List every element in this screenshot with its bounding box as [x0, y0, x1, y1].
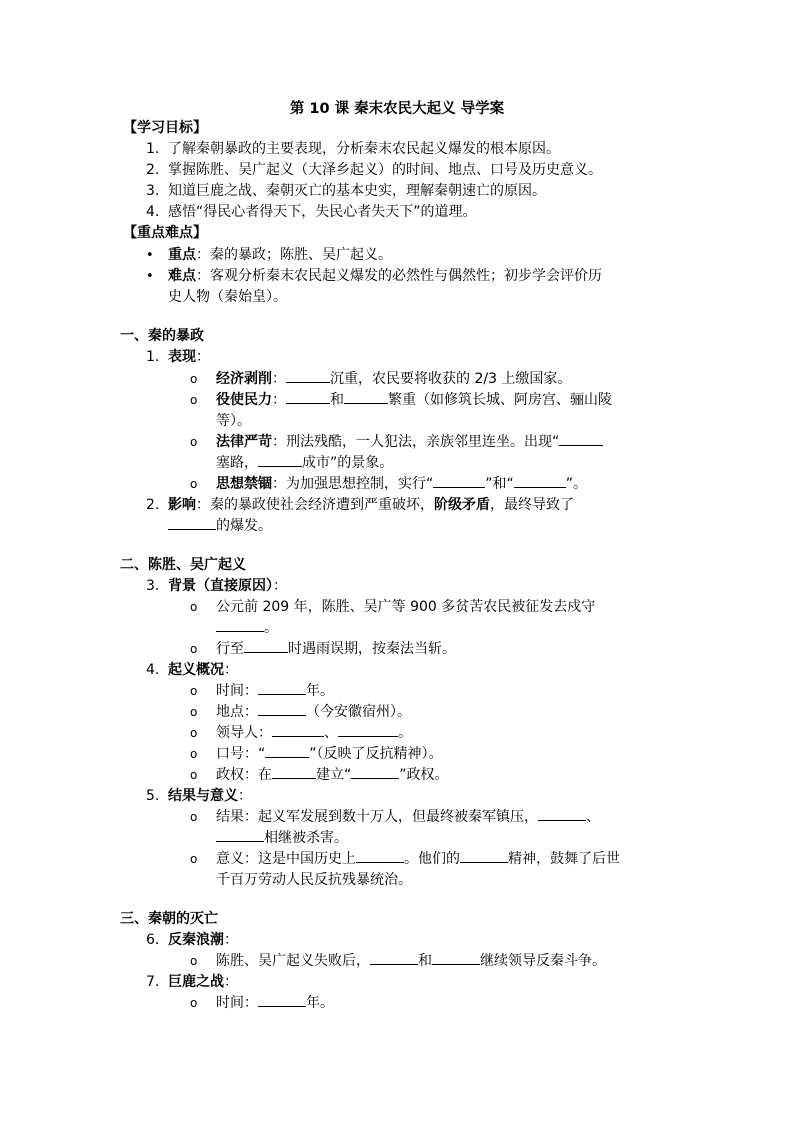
text: 时间： [216, 683, 258, 699]
text: 建立“ [316, 767, 352, 783]
fill-blank[interactable] [258, 453, 302, 467]
text: ： [272, 392, 286, 408]
fill-blank[interactable] [344, 390, 388, 404]
sub-item [190, 390, 612, 410]
point-label: 反秦浪潮 [168, 932, 224, 948]
point-3 [146, 576, 287, 596]
objective-item [146, 139, 560, 159]
text: 和 [418, 953, 432, 969]
text: 、 [586, 809, 600, 825]
text: 相继被杀害。 [264, 830, 348, 846]
objectives-heading: 【学习目标】 [123, 120, 207, 136]
text: 和 [330, 392, 344, 408]
fill-blank[interactable] [559, 432, 603, 446]
text: 地点： [216, 704, 258, 720]
sub-label: 思想禁锢 [216, 476, 272, 492]
circle-bullet-icon: o [190, 810, 198, 824]
circle-bullet-icon: o [190, 642, 198, 656]
item-number: 6. [146, 932, 160, 948]
difficulty-label: 难点 [168, 268, 196, 284]
point-continued [168, 516, 272, 536]
sub-item [190, 681, 334, 701]
colon: ： [224, 974, 238, 990]
point-label: 表现 [168, 349, 196, 365]
fill-blank[interactable] [272, 765, 316, 779]
fill-blank[interactable] [265, 744, 309, 758]
difficulty-text: ：客观分析秦末农民起义爆发的必然性与偶然性；初步学会评价历 [196, 268, 602, 284]
sub-item [190, 951, 606, 971]
item-number: 3. [146, 183, 160, 199]
text: 时遇雨误期，按秦法当斩。 [288, 641, 456, 657]
fill-blank[interactable] [514, 474, 566, 488]
sub-item [190, 597, 595, 617]
text: 年。 [306, 683, 334, 699]
point-label: 影响 [168, 497, 196, 513]
item-number: 7. [146, 974, 160, 990]
fill-blank[interactable] [258, 993, 306, 1007]
point-5 [146, 786, 252, 806]
fill-blank[interactable] [351, 765, 399, 779]
text: 塞路， [216, 455, 258, 471]
text: ”。 [565, 476, 588, 492]
text: ：秦的暴政使社会经济遭到严重破坏， [196, 497, 434, 513]
item-number: 4. [146, 662, 160, 678]
item-text: 知道巨鹿之战、秦朝灭亡的基本史实，理解秦朝速亡的原因。 [168, 183, 546, 199]
circle-bullet-icon: o [190, 747, 198, 761]
point-label: 起义概况 [168, 662, 224, 678]
circle-bullet-icon: o [190, 372, 198, 386]
point-label: 结果与意义 [168, 788, 238, 804]
sub-item [190, 993, 334, 1013]
text: 政权：在 [216, 767, 272, 783]
fill-blank[interactable] [460, 849, 508, 863]
sub-item [190, 849, 620, 869]
circle-bullet-icon: o [190, 954, 198, 968]
sub-item [190, 744, 443, 764]
difficulty-text-continued: 史人物（秦始皇）。 [168, 289, 287, 305]
keypoint-item [146, 245, 392, 266]
colon: ： [238, 788, 252, 804]
point-6 [146, 930, 238, 950]
sub-item [190, 369, 571, 389]
text: ”政权。 [399, 767, 449, 783]
sub-item [190, 807, 600, 827]
fill-blank[interactable] [168, 516, 216, 530]
text: 。他们的 [404, 851, 460, 867]
text: ：刑法残酷，一人犯法，亲族邻里连坐。出现“ [272, 434, 560, 450]
fill-blank[interactable] [258, 702, 306, 716]
circle-bullet-icon: o [190, 726, 198, 740]
text: 时间： [216, 995, 258, 1011]
colon: ： [224, 932, 238, 948]
text: 行至 [216, 641, 244, 657]
text: 公元前 209 年，陈胜、吴广等 900 多贫苦农民被征发去戍守 [216, 599, 596, 615]
item-number: 1. [146, 141, 160, 157]
sub-item [190, 765, 449, 785]
circle-bullet-icon: o [190, 705, 198, 719]
key-text: ：秦的暴政；陈胜、吴广起义。 [196, 247, 392, 263]
circle-bullet-icon: o [190, 477, 198, 491]
text: ，最终导致了 [490, 497, 574, 513]
point-1 [146, 347, 210, 367]
fill-blank[interactable] [286, 369, 330, 383]
circle-bullet-icon: o [190, 768, 198, 782]
text: 。 [264, 620, 278, 636]
sub-item [190, 432, 603, 452]
text: 沉重，农民要将收获的 2/3 上缴国家。 [330, 371, 572, 387]
fill-blank[interactable] [216, 618, 264, 632]
point-7 [146, 972, 238, 992]
keypoints-heading: 【重点难点】 [123, 225, 207, 241]
section-heading: 一、秦的暴政 [120, 328, 204, 344]
circle-bullet-icon: o [190, 435, 198, 449]
item-number: 3. [146, 578, 160, 594]
text: 。 [398, 725, 412, 741]
circle-bullet-icon: o [190, 852, 198, 866]
objective-item [146, 160, 602, 180]
item-number: 5. [146, 788, 160, 804]
sub-label: 经济剥削 [216, 371, 272, 387]
fill-blank[interactable] [433, 474, 485, 488]
circle-bullet-icon: o [190, 600, 198, 614]
point-4 [146, 660, 238, 680]
text: 年。 [306, 995, 334, 1011]
circle-bullet-icon: o [190, 393, 198, 407]
fill-blank[interactable] [272, 723, 324, 737]
text: 精神，鼓舞了后世 [508, 851, 620, 867]
colon: ： [224, 662, 238, 678]
fill-blank[interactable] [538, 807, 586, 821]
sub-item [190, 639, 456, 659]
text: 成市”的景象。 [302, 455, 394, 471]
colon: ： [273, 578, 287, 594]
point-2 [146, 495, 574, 515]
bullet-icon: • [146, 248, 154, 263]
item-number: 1. [146, 349, 160, 365]
text: 结果：起义军发展到数十万人，但最终被秦军镇压， [216, 809, 538, 825]
point-label: 背景（直接原因） [168, 578, 273, 594]
fill-blank[interactable] [244, 639, 288, 653]
item-number: 2. [146, 162, 160, 178]
text: 继续领导反秦斗争。 [480, 953, 606, 969]
sub-item-continued: 千百万劳动人民反抗残暴统治。 [216, 872, 412, 888]
text: 口号：“ [216, 746, 266, 762]
fill-blank[interactable] [286, 390, 330, 404]
text: 的爆发。 [216, 518, 272, 534]
sub-item-continued: 等）。 [216, 413, 251, 429]
sub-item-continued [216, 828, 348, 848]
text: 陈胜、吴广起义失败后， [216, 953, 370, 969]
keypoint-item [146, 266, 602, 287]
sub-label: 役使民力 [216, 392, 272, 408]
sub-item [190, 702, 411, 722]
item-text: 掌握陈胜、吴广起义（大泽乡起义）的时间、地点、口号及历史意义。 [168, 162, 602, 178]
item-number: 4. [146, 204, 160, 220]
text: （今安徽宿州）。 [306, 704, 411, 720]
text: ： [272, 371, 286, 387]
text: 意义：这是中国历史上 [216, 851, 356, 867]
text: 繁重（如修筑长城、阿房宫、骊山陵 [388, 392, 612, 408]
objective-item [146, 181, 546, 201]
text: ”（反映了反抗精神）。 [309, 746, 443, 762]
fill-blank[interactable] [370, 951, 418, 965]
objective-item [146, 202, 477, 222]
fill-blank[interactable] [216, 828, 264, 842]
page-title: 第 10 课 秦末农民大起义 导学案 [289, 101, 505, 117]
sub-item-continued [216, 618, 278, 638]
text: ”和“ [485, 476, 514, 492]
colon: ： [196, 349, 210, 365]
fill-blank[interactable] [338, 723, 398, 737]
fill-blank[interactable] [356, 849, 404, 863]
circle-bullet-icon: o [190, 996, 198, 1010]
text: 、 [324, 725, 338, 741]
item-text: 感悟“得民心者得天下，失民心者失天下”的道理。 [168, 204, 477, 220]
bullet-icon: • [146, 269, 154, 284]
circle-bullet-icon: o [190, 684, 198, 698]
point-label: 巨鹿之战 [168, 974, 224, 990]
section-heading: 三、秦朝的灭亡 [120, 911, 218, 927]
text: 领导人： [216, 725, 272, 741]
section-heading: 二、陈胜、吴广起义 [120, 557, 246, 573]
fill-blank[interactable] [432, 951, 480, 965]
sub-label: 法律严苛 [216, 434, 272, 450]
fill-blank[interactable] [258, 681, 306, 695]
item-text: 了解秦朝暴政的主要表现，分析秦末农民起义爆发的根本原因。 [168, 141, 560, 157]
sub-item [190, 723, 412, 743]
key-label: 重点 [168, 247, 196, 263]
sub-item [190, 474, 587, 494]
emphasis: 阶级矛盾 [434, 497, 490, 513]
sub-item-continued [216, 453, 393, 473]
text: ：为加强思想控制，实行“ [272, 476, 434, 492]
item-number: 2. [146, 497, 160, 513]
